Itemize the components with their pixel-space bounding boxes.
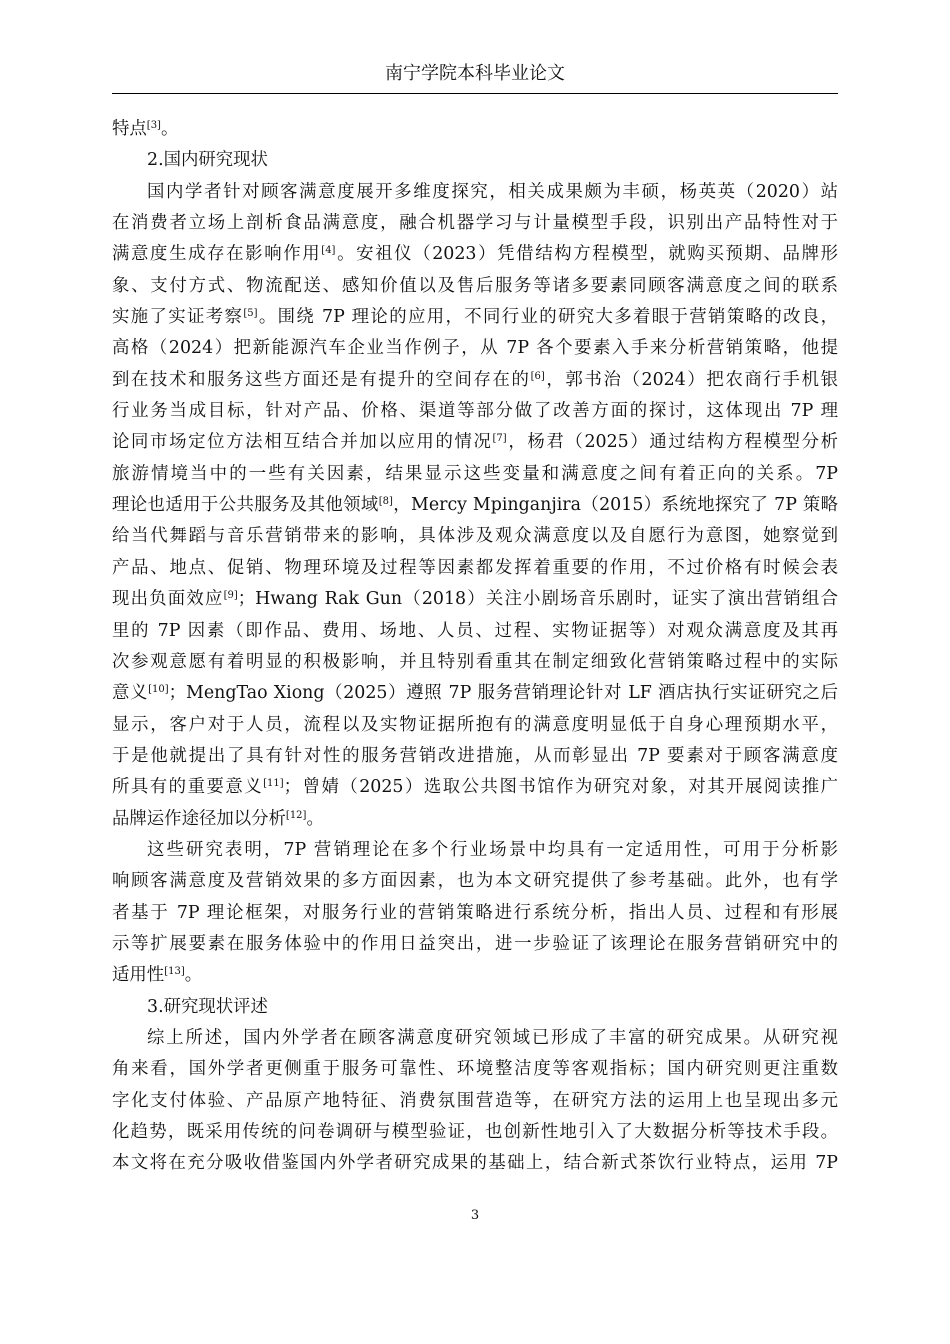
text-line [112,208,838,239]
line-text-tail: ；MengTao Xiong（2025）遵照 7P 服务营销理论针对 LF 酒店执行实证研究之后 [168,683,838,704]
line-text-tail: 。 [184,965,203,986]
text-line [112,992,838,1023]
text-line [112,145,838,176]
line-text: 适用性 [112,965,165,986]
line-text: 行业务当成目标，针对产品、价格、渠道等部分做了改善方面的探讨，这体现出 7P 理 [112,401,838,422]
line-text: 综上所述，国内外学者在顾客满意度研究领域已形成了丰富的研究成果。从研究视 [147,1027,838,1048]
citation-marker: [8] [378,496,393,508]
text-line [112,521,838,552]
text-line [112,490,838,521]
line-text: 这些研究表明，7P 营销理论在多个行业场景中均具有一定适用性，可用于分析影 [147,839,838,860]
text-line [112,239,838,270]
line-text-tail: ，Mercy Mpinganjira（2015）系统地探究了 7P 策略 [392,495,838,516]
citation-marker: [3] [146,120,161,131]
text-line [112,616,838,647]
line-text: 示等扩展要素在服务体验中的作用日益突出，进一步验证了该理论在服务营销研究中的 [112,933,838,954]
line-text: 化趋势，既采用传统的问卷调研与模型验证，也创新性地引入了大数据分析等技术手段。 [112,1122,838,1142]
line-text: 旅游情境当中的一些有关因素，结果显示这些变量和满意度之间有着正向的关系。7P [112,463,838,484]
line-text-tail: ；Hwang Rak Gun（2018）关注小剧场音乐剧时，证实了演出营销组合 [237,589,838,610]
line-text: 意义 [112,683,149,704]
text-line [112,835,838,866]
text-line [112,396,838,427]
line-text: 到在技术和服务这些方面还是有提升的空间存在的 [112,369,531,390]
line-text: 次参观意愿有着明显的积极影响，并且特别看重其在制定细致化营销策略过程中的实际 [112,651,838,672]
line-text: 现出负面效应 [112,589,224,610]
text-line [112,1023,838,1054]
line-text: 角来看，国外学者更侧重于服务可靠性、环境整洁度等客观指标；国内研究则更注重数 [112,1059,838,1080]
text-line [112,960,838,991]
line-text: 象、支付方式、物流配送、感知价值以及售后服务等诸多要素同顾客满意度之间的联系 [112,275,838,296]
text-line [112,866,838,897]
line-text: 满意度生成存在影响作用 [112,244,322,265]
line-text-tail: ，杨君（2025）通过结构方程模型分析 [506,432,838,453]
text-line [112,772,838,803]
text-line [112,1086,838,1117]
citation-marker: [12] [285,809,307,821]
line-text: 3.研究现状评述 [147,996,268,1017]
line-text-tail: ，郭书治（2024）把农商行手机银 [544,369,838,390]
citation-marker: [4] [321,245,336,257]
text-line [112,647,838,678]
line-text: 理论也适用于公共服务及其他领域 [112,495,379,516]
line-text: 显示，客户对于人员，流程以及实物证据所抱有的满意度明显低于自身心理预期水平， [112,714,838,735]
line-text: 品牌运作途径加以分析 [112,808,286,829]
citation-marker: [11] [263,778,284,790]
line-text: 字化支付体验、产品原产地特征、消费氛围营造等，在研究方法的运用上也呈现出多元 [112,1090,838,1111]
citation-marker: [5] [243,308,258,320]
text-line [112,553,838,584]
line-text: 2.国内研究现状 [147,150,268,171]
text-line [112,1117,838,1148]
line-text: 论同市场定位方法相互结合并加以应用的情况 [112,432,493,453]
line-text-tail: 。 [306,808,324,829]
text-line [112,459,838,490]
text-line [112,710,838,741]
line-text-tail: ；曾婧（2025）选取公共图书馆作为研究对象，对其开展阅读推广 [283,777,838,798]
text-line [112,333,838,364]
header-rule [112,93,838,94]
citation-marker: [10] [148,684,169,696]
text-line [112,804,838,835]
citation-marker: [6] [530,370,545,382]
citation-marker: [7] [492,433,507,445]
citation-marker: [9] [223,590,238,602]
line-text: 给当代舞蹈与音乐营销带来的影响，具体涉及观众满意度以及自愿行为意图，她察觉到 [112,526,838,547]
line-text: 于是他就提出了具有针对性的服务营销改进措施，从而彰显出 7P 要素对于顾客满意度 [112,745,838,766]
line-text: 实施了实证考察 [112,307,244,328]
line-text: 特点 [112,119,147,139]
line-text: 响顾客满意度及营销效果的多方面因素，也为本文研究提供了参考基础。此外，也有学 [112,871,838,892]
line-text-tail: 。围绕 7P 理论的应用，不同行业的研究大多着眼于营销策略的改良， [257,307,838,328]
text-line [112,1148,838,1179]
line-text: 里的 7P 因素（即作品、费用、场地、人员、过程、实物证据等）对观众满意度及其再 [112,620,838,641]
line-text-tail: 。 [160,119,179,139]
text-line [112,365,838,396]
line-text: 在消费者立场上剖析食品满意度，融合机器学习与计量模型手段，识别出产品特性对于 [112,213,838,234]
text-line [112,741,838,772]
line-text: 国内学者针对顾客满意度展开多维度探究，相关成果颇为丰硕，杨英英（2020）站 [147,181,838,202]
text-line [112,271,838,302]
text-line [112,1054,838,1085]
text-line [112,177,838,208]
line-text: 所具有的重要意义 [112,777,264,798]
text-line [112,678,838,709]
page-header-title: 南宁学院本科毕业论文 [385,63,565,84]
citation-marker: [13] [164,966,185,978]
line-text: 者基于 7P 理论框架，对服务行业的营销策略进行系统分析，指出人员、过程和有形展 [112,902,838,923]
line-text: 本文将在充分吸收借鉴国内外学者研究成果的基础上，结合新式茶饮行业特点，运用 7P [112,1153,838,1174]
text-line [112,929,838,960]
text-line [112,584,838,615]
text-line [112,898,838,929]
page-number: 3 [470,1208,480,1223]
line-text: 高格（2024）把新能源汽车企业当作例子，从 7P 各个要素入手来分析营销策略，他提 [112,338,838,359]
line-text: 产品、地点、促销、物理环境及过程等因素都发挥着重要的作用，不过价格有时候会表 [112,557,838,578]
text-line [112,427,838,458]
text-line [112,302,838,333]
line-text-tail: 。安祖仪（2023）凭借结构方程模型，就购买预期、品牌形 [335,244,838,265]
text-line [112,114,838,145]
body-text [112,114,838,1180]
